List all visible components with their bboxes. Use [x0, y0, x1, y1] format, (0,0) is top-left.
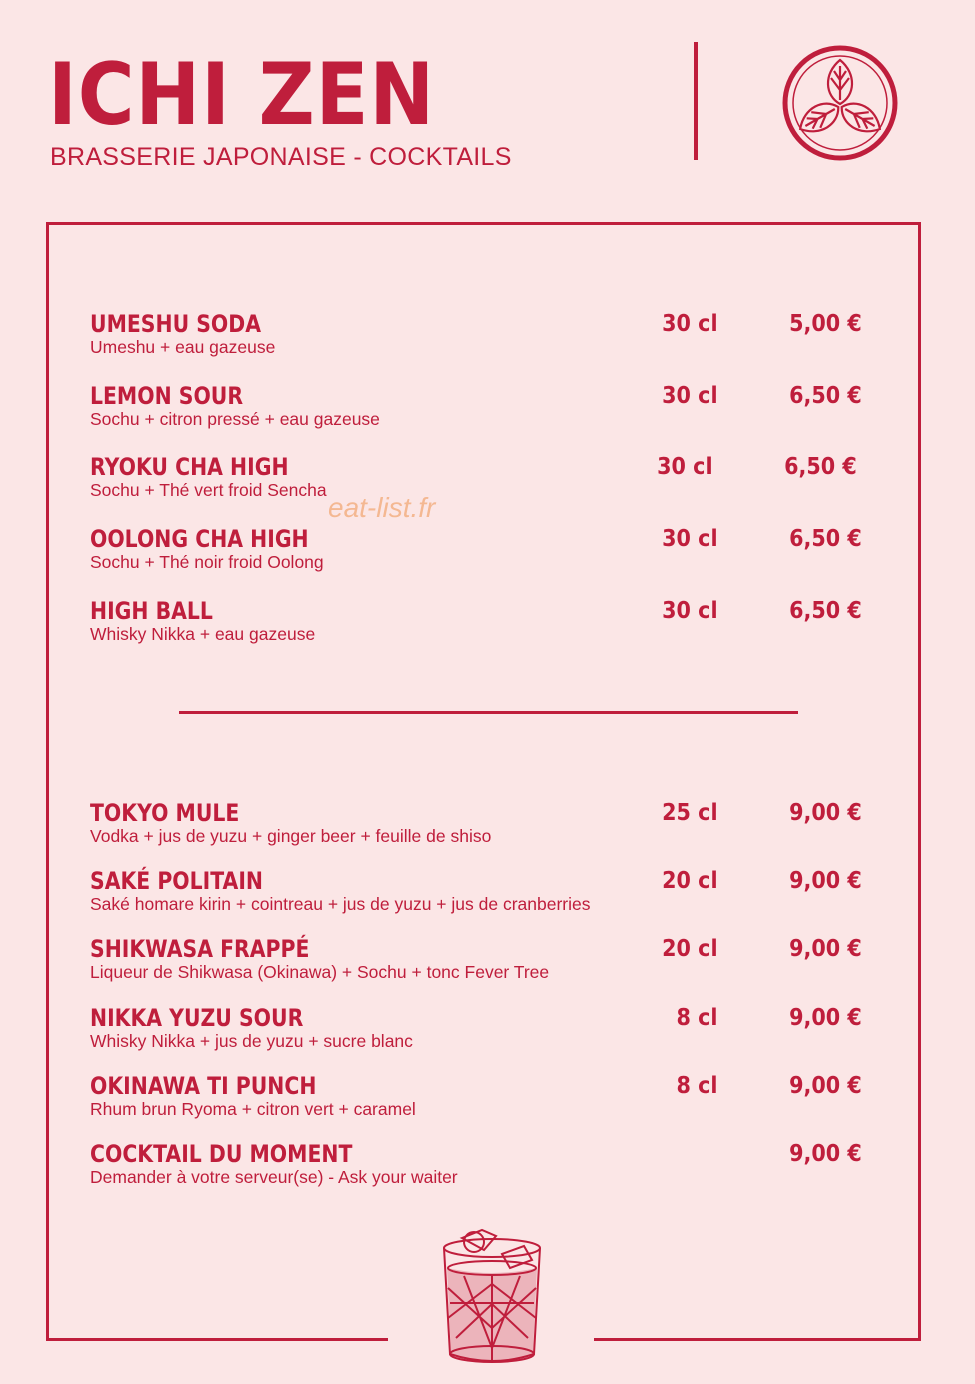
item-description: Sochu + Thé noir froid Oolong — [90, 552, 324, 572]
item-name: OOLONG CHA HIGH — [90, 525, 309, 553]
item-description: Vodka + jus de yuzu + ginger beer + feuille de shiso — [90, 826, 492, 846]
item-price: 6,50 € — [789, 383, 862, 409]
item-description: Whisky Nikka + jus de yuzu + sucre blanc — [90, 1031, 413, 1051]
item-name: HIGH BALL — [90, 597, 213, 625]
menu-item-lemon-sour — [90, 382, 870, 442]
menu-item-umeshu-soda — [90, 310, 870, 370]
item-price: 9,00 € — [789, 936, 862, 962]
item-description: Whisky Nikka + eau gazeuse — [90, 624, 316, 644]
item-price: 6,50 € — [789, 526, 862, 552]
item-name: SAKÉ POLITAIN — [90, 867, 264, 895]
item-price: 9,00 € — [789, 1073, 862, 1099]
item-description: Sochu + citron pressé + eau gazeuse — [90, 409, 380, 429]
item-price: 6,50 € — [789, 598, 862, 624]
item-volume: 30 cl — [662, 383, 718, 409]
item-volume: 30 cl — [662, 526, 718, 552]
menu-item-okinawa-ti-punch — [90, 1072, 870, 1132]
restaurant-subtitle: BRASSERIE JAPONAISE - COCKTAILS — [50, 143, 512, 171]
item-price: 6,50 € — [784, 454, 857, 480]
triple-leaf-crest-icon — [781, 44, 899, 162]
item-name: NIKKA YUZU SOUR — [90, 1004, 304, 1032]
cocktail-glass-icon — [434, 1228, 550, 1370]
item-description: Umeshu + eau gazeuse — [90, 337, 276, 357]
section-divider — [179, 711, 798, 714]
item-volume: 30 cl — [662, 311, 718, 337]
item-price: 5,00 € — [789, 311, 862, 337]
menu-item-cocktail-du-moment — [90, 1140, 870, 1200]
item-description: Liqueur de Shikwasa (Okinawa) + Sochu + tonc Fever Tree — [90, 962, 550, 982]
item-name: UMESHU SODA — [90, 310, 261, 338]
item-price: 9,00 € — [789, 800, 862, 826]
menu-frame-bottom-left — [46, 1338, 388, 1341]
item-price: 9,00 € — [789, 1005, 862, 1031]
item-volume: 8 cl — [677, 1073, 718, 1099]
menu-frame-bottom-right — [594, 1338, 921, 1341]
watermark: eat-list.fr — [328, 492, 436, 523]
item-volume: 25 cl — [662, 800, 718, 826]
menu-item-ryoku-cha-high — [90, 453, 870, 513]
menu-frame-top — [46, 222, 921, 225]
item-name: SHIKWASA FRAPPÉ — [90, 935, 310, 963]
menu-item-sake-politain — [90, 867, 870, 927]
menu-item-high-ball — [90, 597, 870, 657]
menu-frame-left — [46, 222, 49, 1341]
item-description: Saké homare kirin + cointreau + jus de yuzu + jus de cranberries — [90, 894, 591, 914]
item-description: Sochu + Thé vert froid Sencha — [90, 480, 327, 500]
restaurant-title: ICHI ZEN — [48, 45, 436, 145]
menu-item-oolong-cha-high — [90, 525, 870, 585]
item-volume: 8 cl — [677, 1005, 718, 1031]
item-description: Rhum brun Ryoma + citron vert + caramel — [90, 1099, 416, 1119]
item-volume: 30 cl — [657, 454, 713, 480]
menu-item-shikwasa-frappe — [90, 935, 870, 995]
item-name: TOKYO MULE — [90, 799, 240, 827]
item-name: OKINAWA TI PUNCH — [90, 1072, 317, 1100]
item-name: COCKTAIL DU MOMENT — [90, 1140, 353, 1168]
header-divider — [694, 42, 698, 160]
item-price: 9,00 € — [789, 868, 862, 894]
menu-item-tokyo-mule — [90, 799, 870, 859]
item-volume: 30 cl — [662, 598, 718, 624]
item-name: RYOKU CHA HIGH — [90, 453, 289, 481]
item-description: Demander à votre serveur(se) - Ask your waiter — [90, 1167, 458, 1187]
menu-item-nikka-yuzu-sour — [90, 1004, 870, 1064]
menu-frame-right — [918, 222, 921, 1341]
item-volume: 20 cl — [662, 936, 718, 962]
item-price: 9,00 € — [789, 1141, 862, 1167]
item-name: LEMON SOUR — [90, 382, 244, 410]
item-volume: 20 cl — [662, 868, 718, 894]
